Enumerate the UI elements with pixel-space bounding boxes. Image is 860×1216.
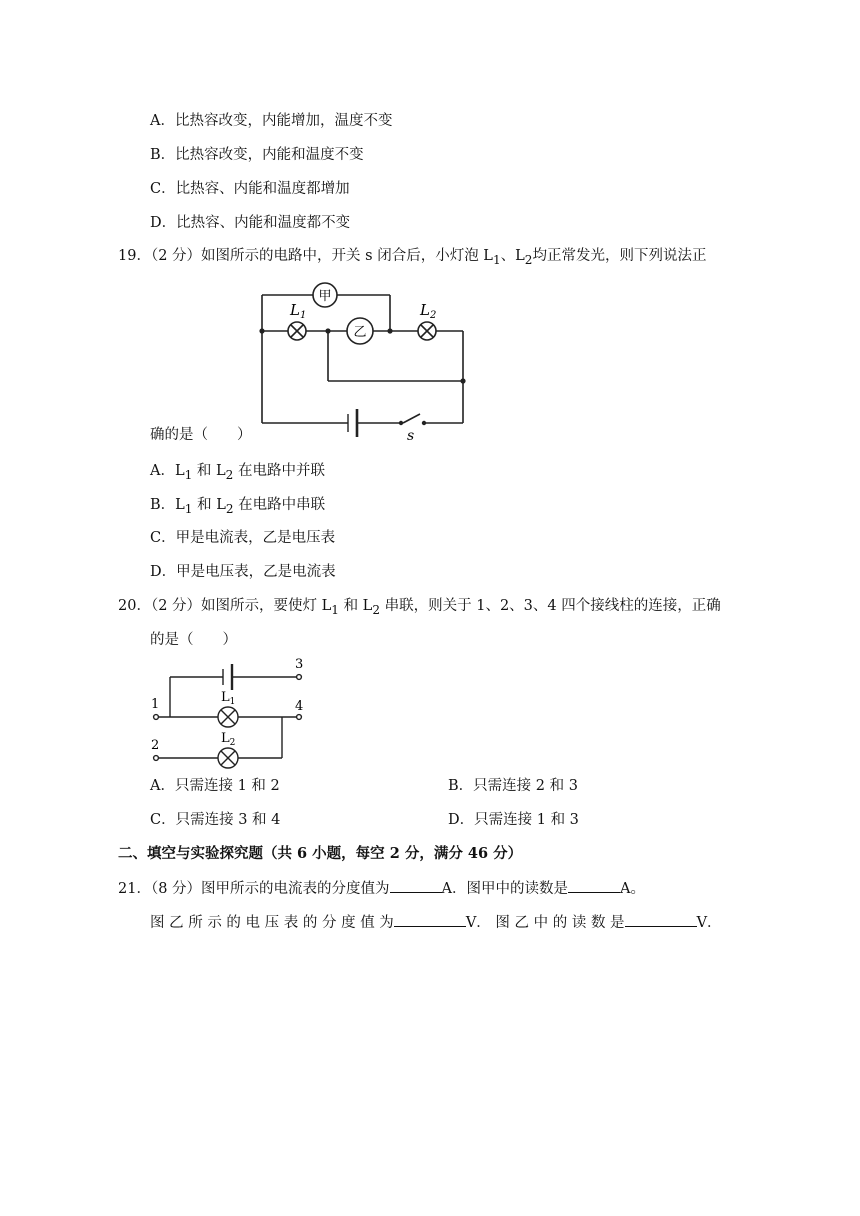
terminal-3-label: 3 <box>295 657 304 672</box>
q20-option-d: D．只需连接 1 和 3 <box>448 812 579 828</box>
q19-stem: 19．（2 分）如图所示的电路中，开关 s 闭合后，小灯泡 $L_1$、$L_2$均正常发光，则下列说法正 <box>118 248 707 267</box>
lamp-l1-label: $L_1$ <box>221 690 236 707</box>
q20-stem: 20．（2 分）如图所示，要使灯 $L_1$ 和 $L_2$ 串联，则关于 1、2、3、4 四个接线柱的连接，正确 <box>118 598 721 617</box>
q20-option-a: A．只需连接 1 和 2 <box>150 778 280 794</box>
q21-line-2: 图 乙 所 示 的 电 压 表 的 分 度 值 为 V． 图 乙 中 的 读 数 是 V． <box>150 912 722 933</box>
terminal-1-label: 1 <box>151 697 160 712</box>
lamp-l2-label: $L_2$ <box>221 731 236 748</box>
q21-line-1: 21．（8 分）图甲所示的电流表的分度值为 A．图甲中的读数是 A。 <box>118 878 645 899</box>
q19-option-d: D．甲是电压表，乙是电流表 <box>150 564 336 580</box>
q18-option-a: A．比热容改变，内能增加，温度不变 <box>150 113 393 129</box>
q21-blank-2 <box>568 878 620 893</box>
meter-jia-label: 甲 <box>318 289 332 304</box>
q19-circuit-figure <box>250 280 480 440</box>
q21-blank-1 <box>390 878 442 893</box>
q21-blank-3 <box>394 912 466 927</box>
q20-circuit-figure <box>145 652 315 770</box>
q19-stem-continued: 确的是（ ） <box>150 427 252 443</box>
q18-option-b: B．比热容改变，内能和温度不变 <box>150 147 364 163</box>
lamp-l2-label: $L_2$ <box>420 301 437 321</box>
q19-option-c: C．甲是电流表，乙是电压表 <box>150 530 336 546</box>
q18-option-d: D．比热容、内能和温度都不变 <box>150 215 351 231</box>
q19-option-a: A．$L_1$ 和 $L_2$ 在电路中并联 <box>150 463 325 482</box>
q20-stem-continued: 的是（ ） <box>150 632 237 648</box>
switch-label: s <box>407 428 415 440</box>
section-2-heading: 二、填空与实验探究题（共 6 小题，每空 2 分，满分 46 分） <box>118 845 523 862</box>
q21-blank-4 <box>625 912 697 927</box>
meter-yi-label: 乙 <box>353 325 367 340</box>
q20-option-b: B．只需连接 2 和 3 <box>448 778 578 794</box>
q19-option-b: B．$L_1$ 和 $L_2$ 在电路中串联 <box>150 497 326 516</box>
terminal-2-label: 2 <box>151 738 160 753</box>
lamp-l1-label: $L_1$ <box>290 301 307 321</box>
q20-option-c: C．只需连接 3 和 4 <box>150 812 281 828</box>
q18-option-c: C．比热容、内能和温度都增加 <box>150 181 350 197</box>
terminal-4-label: 4 <box>295 699 304 714</box>
